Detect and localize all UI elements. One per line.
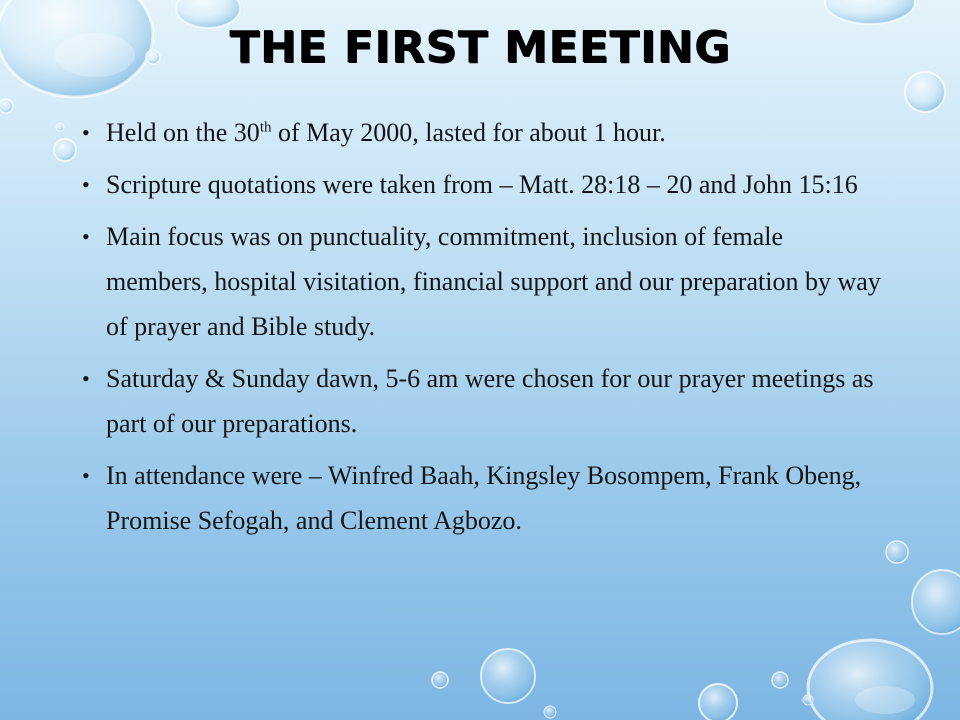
bullet-item — [82, 162, 882, 207]
water-drop — [808, 640, 932, 720]
water-drop — [699, 684, 737, 720]
bullet-text: Held on the 30th of May 2000, lasted for about 1 hour. — [106, 118, 666, 147]
bullet-list — [82, 110, 882, 550]
water-drop — [886, 541, 908, 563]
water-drop — [56, 123, 64, 131]
ordinal-suffix: th — [259, 119, 272, 136]
water-drop — [544, 706, 556, 718]
water-drop — [912, 570, 960, 634]
water-drop — [432, 672, 448, 688]
bullet-item — [82, 214, 882, 349]
water-drop — [825, 0, 915, 24]
water-drop — [803, 695, 813, 705]
bullet-item — [82, 110, 882, 155]
slide-title: THE FIRST MEETING — [229, 22, 731, 73]
bullet-icon: • — [82, 224, 90, 249]
water-drop — [0, 99, 13, 113]
bullet-icon: • — [82, 366, 90, 391]
water-drop — [481, 649, 535, 703]
water-drop — [54, 139, 76, 161]
water-drop — [772, 672, 788, 688]
bullet-icon: • — [82, 463, 90, 488]
bullet-item — [82, 356, 882, 446]
bullet-text: In attendance were – Winfred Baah, Kingsley Bosompem, Frank Obeng, Promise Sefogah, and Clement Agbozo. — [106, 461, 862, 535]
water-drop — [905, 72, 945, 112]
bullet-text: Saturday & Sunday dawn, 5-6 am were chosen for our prayer meetings as part of our preparations. — [106, 364, 874, 438]
bullet-icon: • — [82, 120, 90, 145]
bullet-item — [82, 453, 882, 543]
bullet-text: Main focus was on punctuality, commitment, inclusion of female members, hospital visitation, financial support and our preparation by way of prayer and Bible study. — [106, 222, 881, 341]
bullet-icon: • — [82, 172, 90, 197]
bullet-text: Scripture quotations were taken from – Matt. 28:18 – 20 and John 15:16 — [106, 170, 858, 199]
